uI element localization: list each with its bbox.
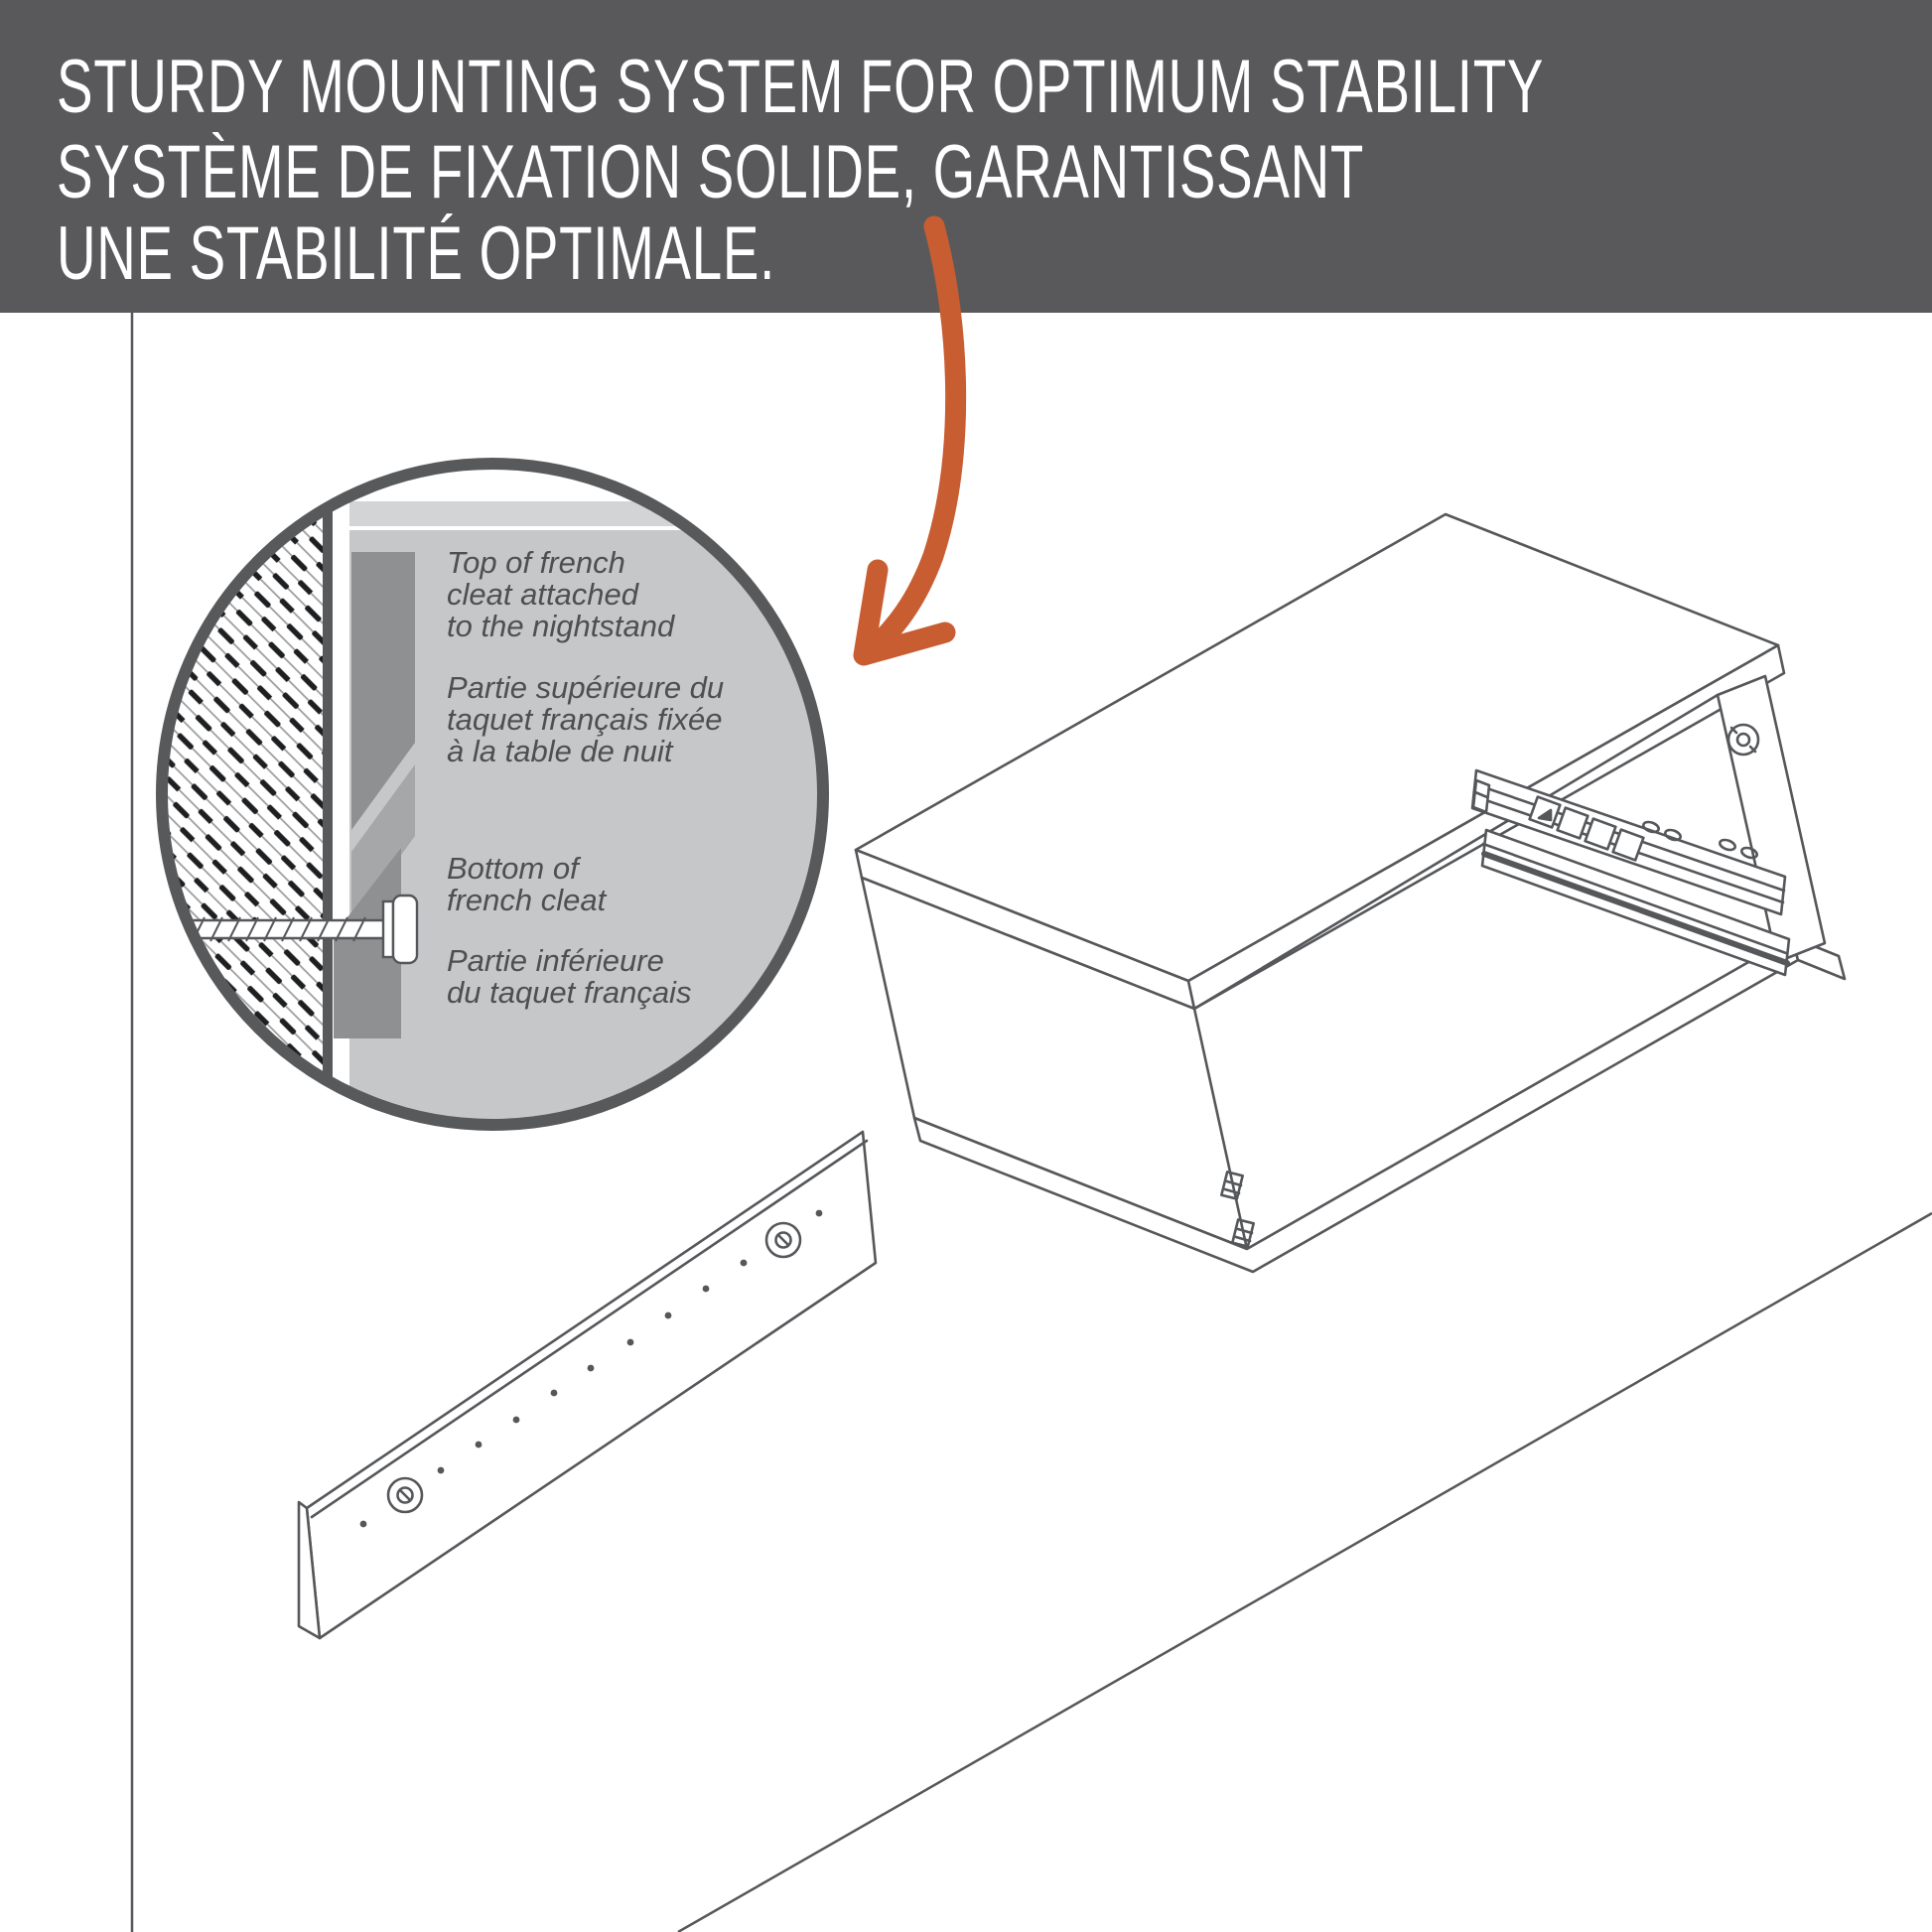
wall-floor-diagonal-line xyxy=(678,1213,1932,1932)
cleat-detail-callout xyxy=(129,437,846,1152)
header-title-fr-line1: SYSTÈME DE FIXATION SOLIDE, GARANTISSANT xyxy=(57,130,1364,214)
label-en-top-line2: cleat attached xyxy=(447,577,639,612)
label-en-top-line1: Top of french xyxy=(447,545,625,580)
header-title-en: STURDY MOUNTING SYSTEM FOR OPTIMUM STABILITY xyxy=(57,45,1545,129)
wall-surface-line xyxy=(323,437,333,1152)
label-fr-top-line1: Partie supérieure du xyxy=(447,670,725,705)
label-fr-bottom-line2: du taquet français xyxy=(447,975,692,1010)
header-title-fr-line2: UNE STABILITÉ OPTIMALE. xyxy=(57,211,776,296)
label-fr-bottom-line1: Partie inférieure xyxy=(447,943,664,978)
label-fr-top-line3: à la table de nuit xyxy=(447,734,673,768)
label-en-bottom-line2: french cleat xyxy=(447,883,607,917)
callout-arrow-icon xyxy=(864,226,956,655)
nightstand-top-bar xyxy=(349,501,846,526)
label-fr-top-line2: taquet français fixée xyxy=(447,702,723,737)
cleat-board-face xyxy=(307,1132,876,1638)
cleat-board-bevel-line xyxy=(312,1141,867,1517)
label-en-bottom-line1: Bottom of xyxy=(447,851,579,886)
cleat-board-drawing xyxy=(299,1132,876,1638)
nightstand-drawing xyxy=(856,514,1845,1272)
label-en-top-line3: to the nightstand xyxy=(447,609,675,643)
